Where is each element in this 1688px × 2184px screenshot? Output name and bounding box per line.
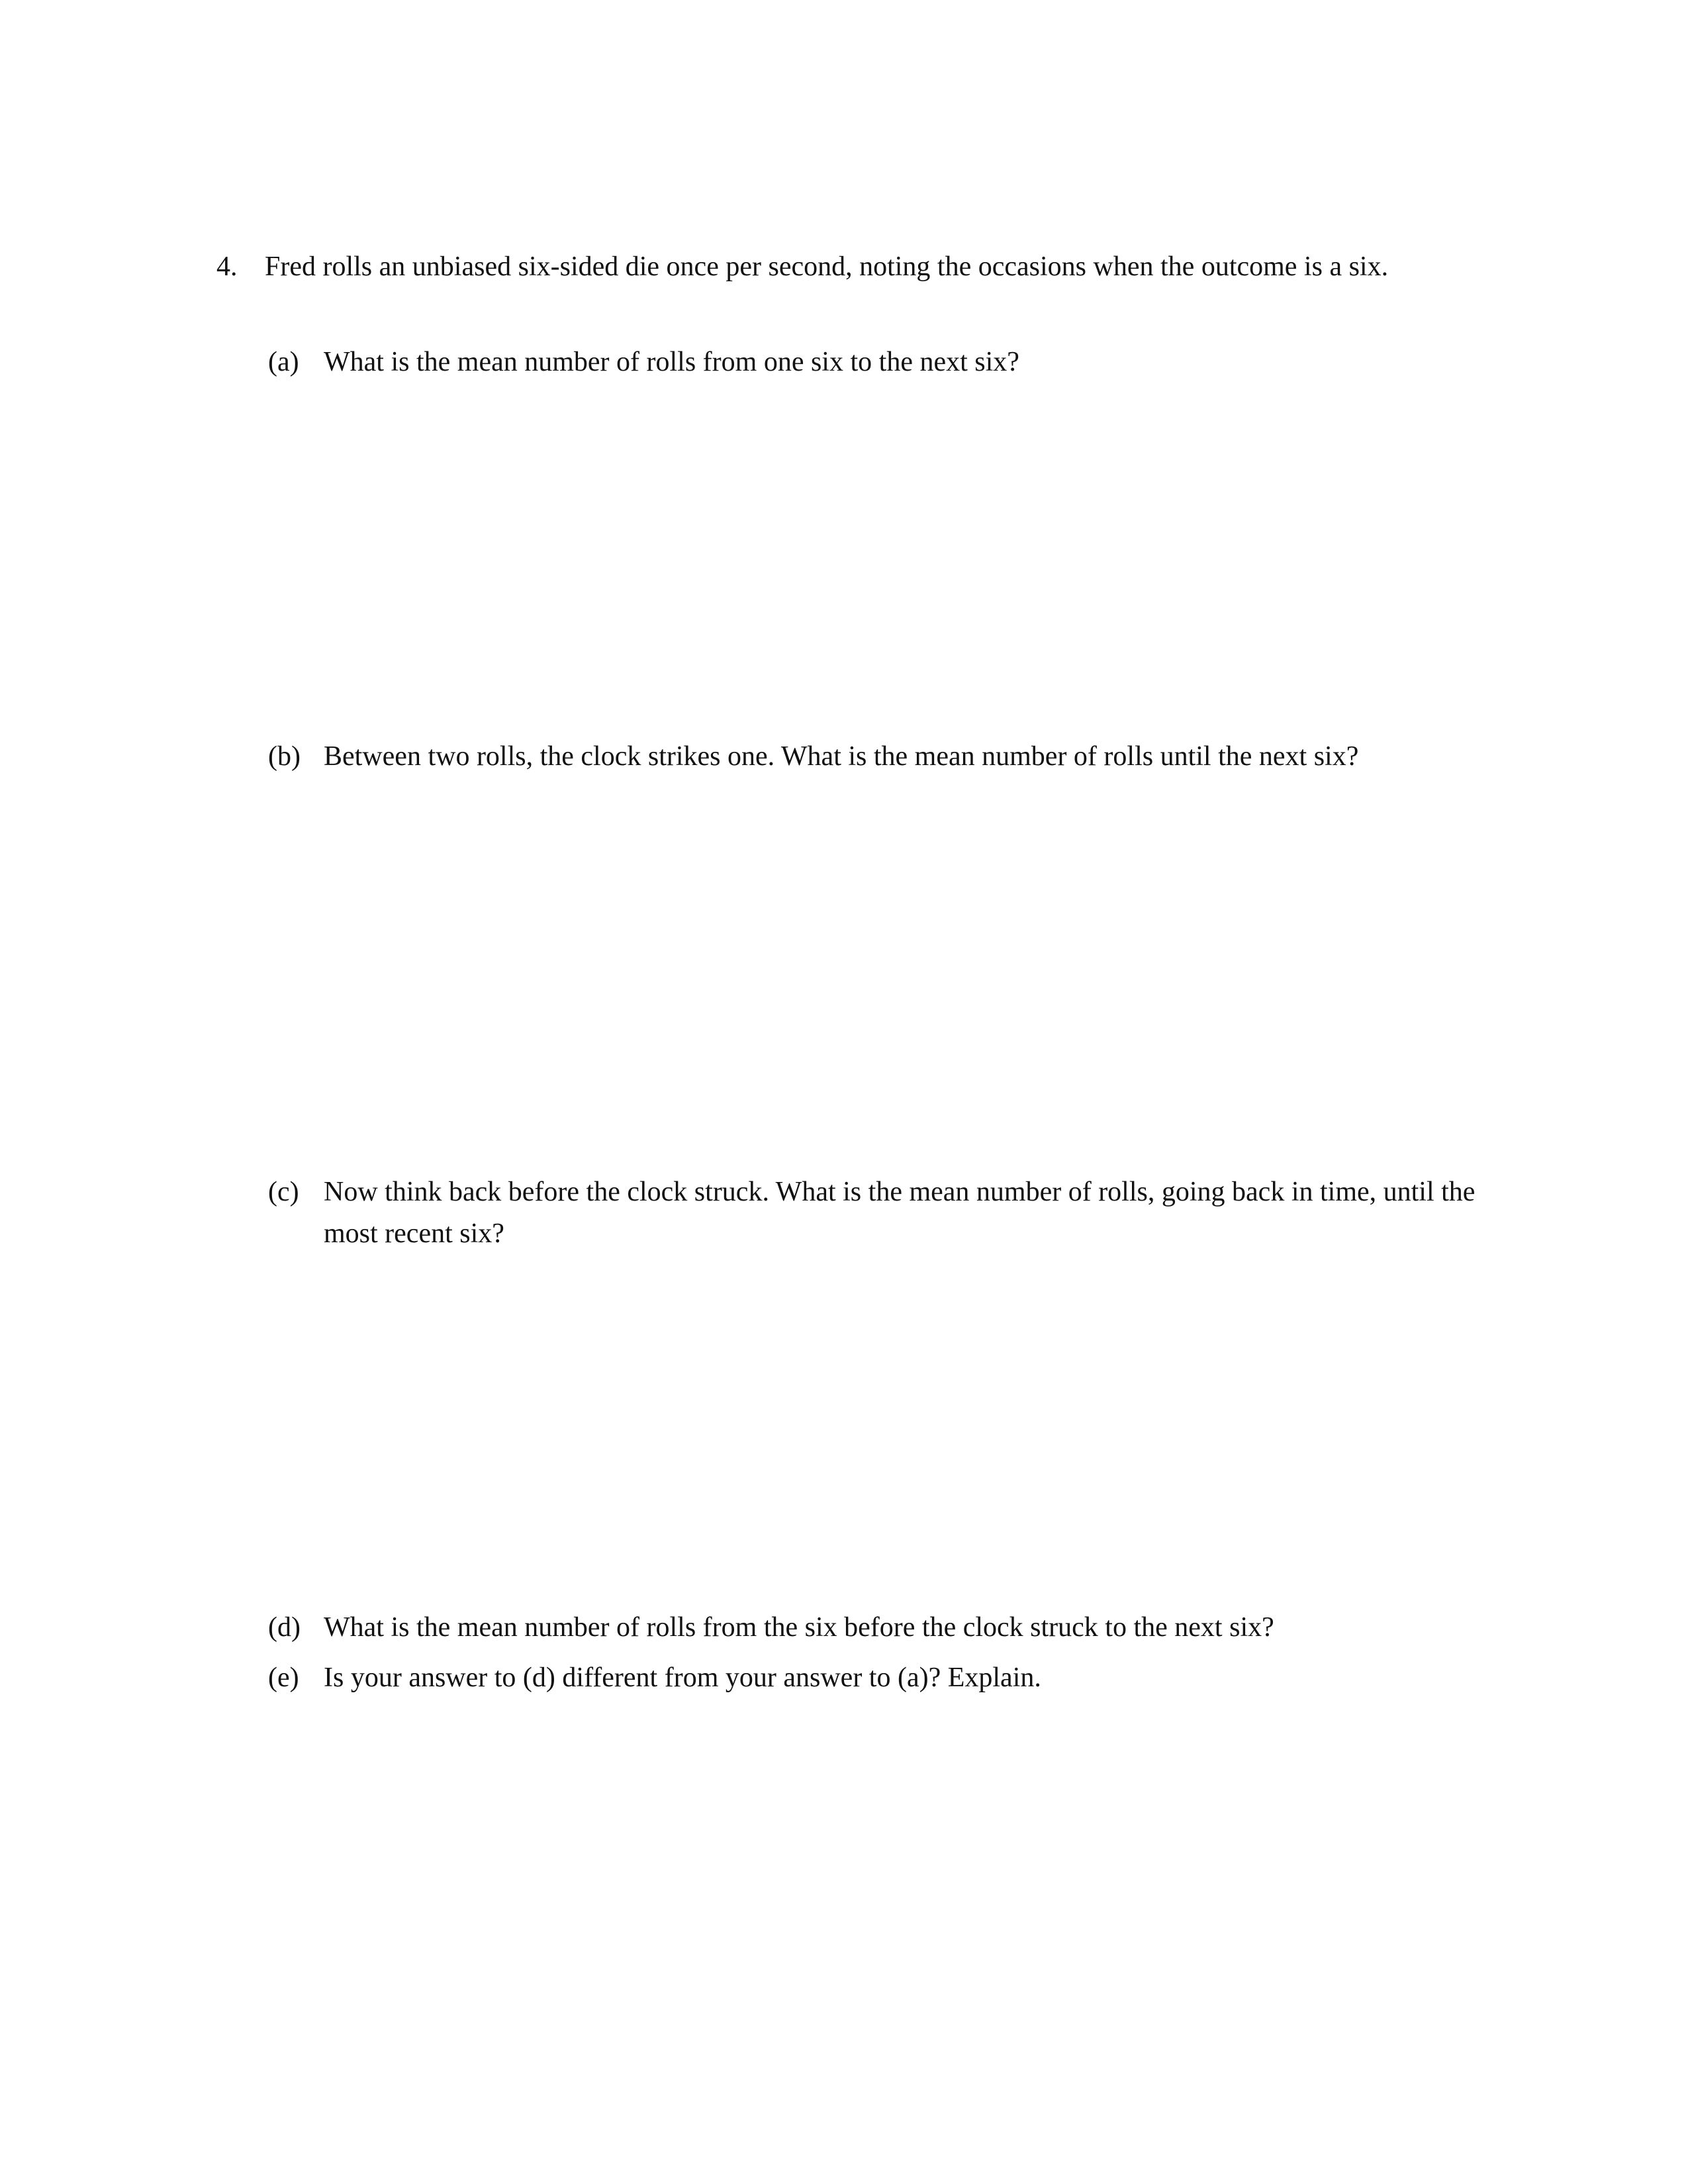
question-intro — [216, 246, 1501, 288]
part-d-label: (d) — [268, 1612, 301, 1643]
question-part-e — [268, 1657, 1506, 1699]
question-intro-text: Fred rolls an unbiased six-sided die once per second, noting the occasions when the outcome is a six. — [265, 251, 1389, 282]
part-e-label: (e) — [268, 1662, 299, 1693]
question-part-c — [268, 1171, 1506, 1255]
question-number: 4. — [216, 251, 238, 282]
part-c-label: (c) — [268, 1177, 299, 1207]
part-a-text: What is the mean number of rolls from one six to the next six? — [324, 347, 1019, 377]
question-part-b — [268, 736, 1506, 778]
part-c-text: Now think back before the clock struck. What is the mean number of rolls, going back in time, until the most recent six? — [324, 1177, 1476, 1249]
question-part-d — [268, 1607, 1506, 1649]
question-part-a — [268, 341, 1506, 383]
part-e-text: Is your answer to (d) different from your answer to (a)? Explain. — [324, 1662, 1041, 1693]
part-d-text: What is the mean number of rolls from the six before the clock struck to the next six? — [324, 1612, 1274, 1643]
part-b-label: (b) — [268, 741, 301, 772]
part-a-label: (a) — [268, 347, 299, 377]
part-b-text: Between two rolls, the clock strikes one. What is the mean number of rolls until the next six? — [324, 741, 1359, 772]
